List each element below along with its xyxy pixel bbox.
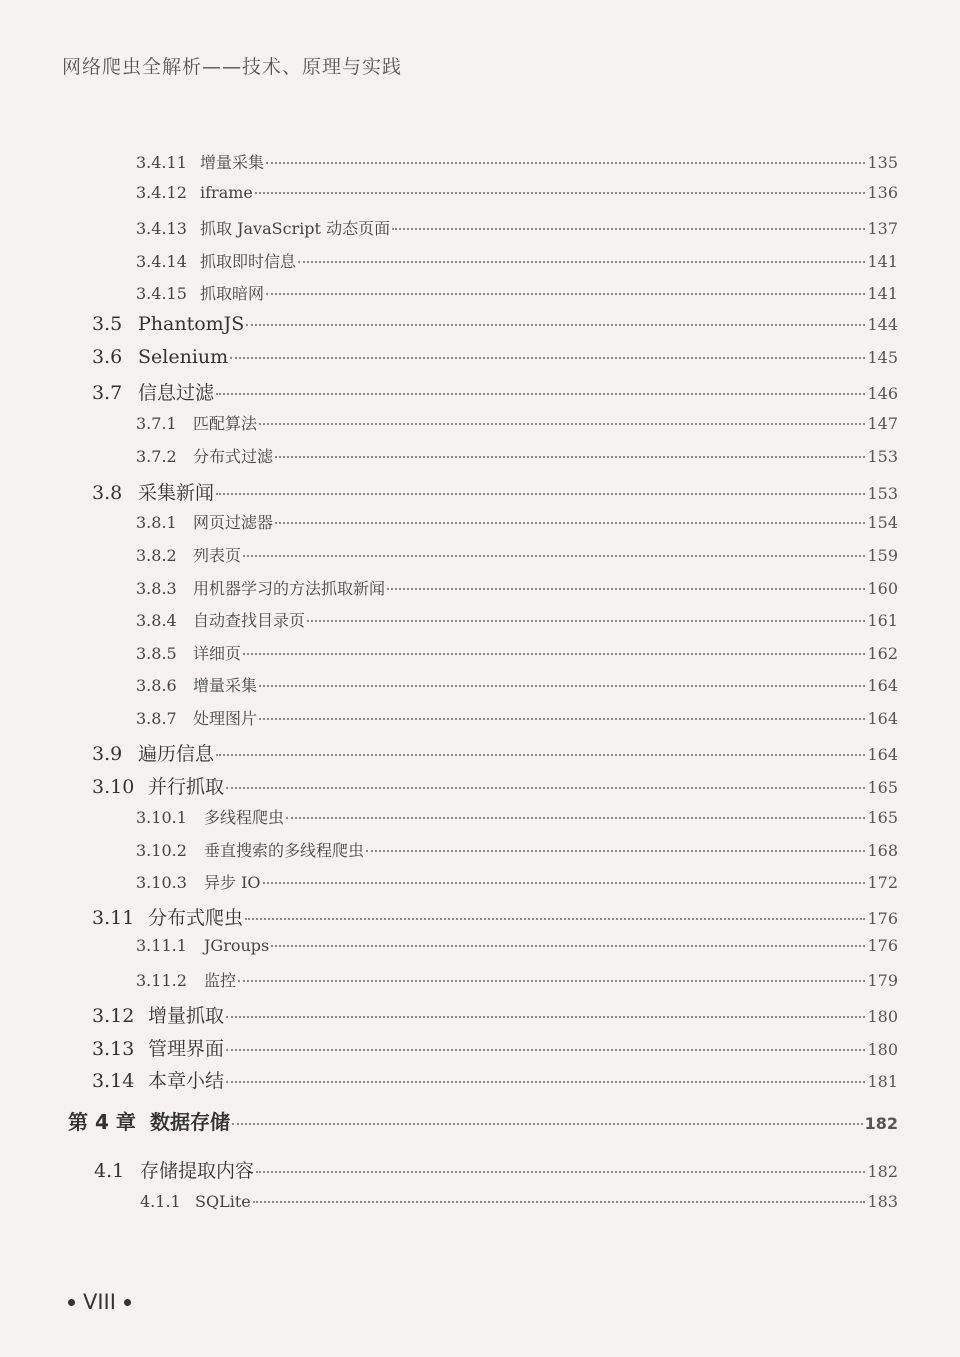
toc-entry-page: 180 bbox=[867, 1007, 898, 1026]
toc-entry bbox=[136, 608, 898, 631]
toc-entry-page: 168 bbox=[867, 841, 898, 860]
toc-entry bbox=[92, 772, 898, 799]
toc-entry bbox=[136, 216, 898, 239]
toc-entry-title: JGroups bbox=[204, 936, 270, 955]
toc-leader-dots bbox=[259, 684, 865, 687]
toc-entry bbox=[92, 313, 898, 335]
toc-leader-dots bbox=[216, 753, 865, 756]
toc-entry-title: 信息过滤 bbox=[138, 382, 215, 404]
toc-entry-number: 3.13 bbox=[92, 1038, 135, 1060]
toc-entry-title: 详细页 bbox=[193, 644, 242, 663]
toc-entry bbox=[136, 641, 898, 664]
toc-entry-page: 182 bbox=[867, 1162, 898, 1181]
toc-entry-title: 匹配算法 bbox=[193, 414, 258, 433]
toc-entry-page: 183 bbox=[867, 1192, 898, 1211]
toc-entry bbox=[136, 411, 898, 434]
toc-entry bbox=[136, 249, 898, 272]
toc-entry-page: 154 bbox=[867, 513, 898, 532]
toc-entry-page: 176 bbox=[867, 909, 898, 928]
toc-entry-page: 161 bbox=[867, 611, 898, 630]
toc-entry bbox=[136, 673, 898, 696]
toc-entry-number: 3.8.7 bbox=[136, 709, 177, 728]
toc-entry-page: 164 bbox=[867, 745, 898, 764]
toc-leader-dots bbox=[226, 1048, 865, 1051]
toc-entry bbox=[136, 510, 898, 533]
toc-entry-page: 164 bbox=[867, 676, 898, 695]
toc-chapter-entry bbox=[68, 1106, 898, 1135]
toc-entry-title: 自动查找目录页 bbox=[193, 611, 306, 630]
toc-entry-number: 3.10 bbox=[92, 776, 135, 798]
toc-leader-dots bbox=[226, 1080, 865, 1083]
toc-entry-page: 172 bbox=[867, 873, 898, 892]
toc-entry-title: 并行抓取 bbox=[148, 776, 225, 798]
toc-entry-title: 用机器学习的方法抓取新闻 bbox=[193, 579, 386, 598]
toc-entry bbox=[136, 936, 898, 955]
toc-leader-dots bbox=[366, 849, 865, 852]
toc-entry-page: 179 bbox=[867, 971, 898, 990]
toc-entry-page: 180 bbox=[867, 1040, 898, 1059]
toc-entry-number: 3.4.11 bbox=[136, 153, 187, 172]
toc-leader-dots bbox=[243, 554, 865, 557]
toc-entry-number: 3.10.1 bbox=[136, 808, 187, 827]
toc-entry-number: 3.7 bbox=[92, 382, 123, 404]
toc-entry-number: 3.10.3 bbox=[136, 873, 187, 892]
toc-entry-number: 3.8.4 bbox=[136, 611, 177, 630]
toc-entry-number: 3.4.14 bbox=[136, 252, 187, 271]
toc-leader-dots bbox=[275, 455, 865, 458]
toc-entry-page: 153 bbox=[867, 484, 898, 503]
toc-leader-dots bbox=[387, 587, 865, 590]
toc-leader-dots bbox=[266, 292, 865, 295]
toc-leader-dots bbox=[256, 1170, 865, 1173]
toc-entry-number: 3.11.1 bbox=[136, 936, 187, 955]
toc-entry-page: 144 bbox=[867, 315, 898, 334]
toc-entry-page: 135 bbox=[867, 153, 898, 172]
toc-entry-title: 监控 bbox=[204, 971, 237, 990]
toc-entry bbox=[136, 183, 898, 202]
toc-entry-number: 3.12 bbox=[92, 1005, 135, 1027]
toc-entry-title: 增量采集 bbox=[200, 153, 265, 172]
toc-entry bbox=[136, 706, 898, 729]
toc-leader-dots bbox=[226, 786, 865, 789]
toc-entry-page: 147 bbox=[867, 414, 898, 433]
toc-chapter-number: 第 4 章 bbox=[68, 1110, 136, 1134]
toc-entry-number: 3.4.13 bbox=[136, 219, 187, 238]
toc-entry-number: 3.8.3 bbox=[136, 579, 177, 598]
toc-leader-dots bbox=[266, 161, 865, 164]
toc-entry bbox=[92, 903, 898, 930]
toc-entry bbox=[136, 838, 898, 861]
toc-entry bbox=[136, 150, 898, 173]
toc-entry-title: 存储提取内容 bbox=[140, 1160, 255, 1182]
toc-entry-page: 181 bbox=[867, 1072, 898, 1091]
toc-entry-page: 145 bbox=[867, 348, 898, 367]
toc-leader-dots bbox=[286, 816, 865, 819]
toc-entry-title: 管理界面 bbox=[148, 1038, 225, 1060]
toc-entry-title: 网页过滤器 bbox=[193, 513, 274, 532]
toc-entry-page: 165 bbox=[867, 778, 898, 797]
running-header: 网络爬虫全解析——技术、原理与实践 bbox=[62, 56, 403, 78]
toc-entry-title: 抓取暗网 bbox=[200, 284, 265, 303]
toc-entry-title: Selenium bbox=[138, 346, 229, 368]
toc-entry-title: 增量抓取 bbox=[148, 1005, 225, 1027]
toc-entry-number: 3.5 bbox=[92, 313, 123, 335]
toc-entry-number: 3.7.1 bbox=[136, 414, 177, 433]
toc-leader-dots bbox=[259, 422, 865, 425]
toc-chapter-title: 数据存储 bbox=[150, 1110, 230, 1134]
toc-entry-page: 136 bbox=[867, 183, 898, 202]
toc-entry-number: 3.14 bbox=[92, 1070, 135, 1092]
toc-entry-page: 164 bbox=[867, 709, 898, 728]
toc-leader-dots bbox=[253, 1200, 866, 1203]
toc-entry-number: 3.8 bbox=[92, 482, 123, 504]
toc-entry-number: 3.10.2 bbox=[136, 841, 187, 860]
toc-leader-dots bbox=[275, 521, 865, 524]
page-footer bbox=[68, 1290, 131, 1314]
toc-entry-title: 多线程爬虫 bbox=[204, 808, 285, 827]
toc-entry-title: 处理图片 bbox=[193, 709, 258, 728]
toc-entry-number: 3.8.5 bbox=[136, 644, 177, 663]
bullet-icon bbox=[68, 1299, 75, 1306]
toc-entry-title: 遍历信息 bbox=[138, 743, 215, 765]
toc-entry-number: 3.6 bbox=[92, 346, 123, 368]
toc-entry bbox=[136, 968, 898, 991]
toc-leader-dots bbox=[216, 392, 865, 395]
toc-entry bbox=[92, 346, 898, 368]
toc-entry bbox=[136, 543, 898, 566]
toc-entry bbox=[136, 444, 898, 467]
toc-entry-number: 3.4.15 bbox=[136, 284, 187, 303]
toc-entry-number: 3.8.1 bbox=[136, 513, 177, 532]
toc-leader-dots bbox=[230, 356, 865, 359]
toc-leader-dots bbox=[392, 227, 865, 230]
toc-entry-title: 异步 IO bbox=[204, 873, 261, 892]
toc-entry-title: 分布式爬虫 bbox=[148, 907, 244, 929]
toc-leader-dots bbox=[255, 191, 866, 194]
toc-entry-page: 160 bbox=[867, 579, 898, 598]
toc-leader-dots bbox=[263, 881, 866, 884]
toc-entry-page: 165 bbox=[867, 808, 898, 827]
toc-entry bbox=[136, 805, 898, 828]
toc-entry-number: 3.8.6 bbox=[136, 676, 177, 695]
toc-entry-title: PhantomJS bbox=[138, 313, 245, 335]
toc-entry-number: 4.1.1 bbox=[140, 1192, 181, 1211]
toc-entry bbox=[94, 1156, 898, 1183]
toc-entry-title: 列表页 bbox=[193, 546, 242, 565]
toc-entry-number: 3.8.2 bbox=[136, 546, 177, 565]
toc-entry-page: 159 bbox=[867, 546, 898, 565]
toc-entry bbox=[92, 1001, 898, 1028]
bullet-icon bbox=[124, 1299, 131, 1306]
toc-entry bbox=[136, 870, 898, 893]
toc-leader-dots bbox=[216, 492, 865, 495]
toc-entry bbox=[136, 281, 898, 304]
toc-entry-title: 抓取 JavaScript 动态页面 bbox=[200, 219, 391, 238]
toc-entry-page: 137 bbox=[867, 219, 898, 238]
toc-entry-number: 3.11.2 bbox=[136, 971, 187, 990]
toc-leader-dots bbox=[298, 260, 865, 263]
toc-entry-page: 182 bbox=[864, 1114, 898, 1133]
toc-leader-dots bbox=[232, 1122, 863, 1125]
page-number: VIII bbox=[83, 1290, 116, 1314]
toc-entry-page: 153 bbox=[867, 447, 898, 466]
toc-entry-page: 141 bbox=[867, 284, 898, 303]
toc-entry-title: 增量采集 bbox=[193, 676, 258, 695]
toc-entry-title: SQLite bbox=[195, 1192, 251, 1211]
toc-entry bbox=[92, 1066, 898, 1093]
toc-entry-number: 3.9 bbox=[92, 743, 123, 765]
toc-entry-title: 分布式过滤 bbox=[193, 447, 274, 466]
toc-leader-dots bbox=[226, 1015, 865, 1018]
toc-leader-dots bbox=[271, 944, 865, 947]
toc-entry-page: 146 bbox=[867, 384, 898, 403]
toc-entry-number: 3.11 bbox=[92, 907, 135, 929]
toc-leader-dots bbox=[307, 619, 865, 622]
toc-leader-dots bbox=[245, 917, 865, 920]
toc-entry-page: 141 bbox=[867, 252, 898, 271]
toc-entry bbox=[92, 1034, 898, 1061]
toc-entry-title: 采集新闻 bbox=[138, 482, 215, 504]
toc-leader-dots bbox=[259, 717, 865, 720]
toc-leader-dots bbox=[243, 652, 865, 655]
toc-entry-page: 162 bbox=[867, 644, 898, 663]
toc-entry-title: iframe bbox=[200, 183, 253, 202]
toc-entry bbox=[136, 576, 898, 599]
toc-leader-dots bbox=[246, 323, 865, 326]
toc-entry-title: 垂直搜索的多线程爬虫 bbox=[204, 841, 365, 860]
toc-entry-number: 3.7.2 bbox=[136, 447, 177, 466]
toc-entry bbox=[92, 478, 898, 505]
toc-entry-number: 3.4.12 bbox=[136, 183, 187, 202]
toc-entry-title: 本章小结 bbox=[148, 1070, 225, 1092]
toc-entry bbox=[92, 378, 898, 405]
toc-entry-number: 4.1 bbox=[94, 1160, 125, 1182]
toc-entry bbox=[92, 739, 898, 766]
toc-entry-page: 176 bbox=[867, 936, 898, 955]
toc-entry-title: 抓取即时信息 bbox=[200, 252, 297, 271]
toc-leader-dots bbox=[238, 979, 865, 982]
toc-entry bbox=[140, 1192, 898, 1211]
